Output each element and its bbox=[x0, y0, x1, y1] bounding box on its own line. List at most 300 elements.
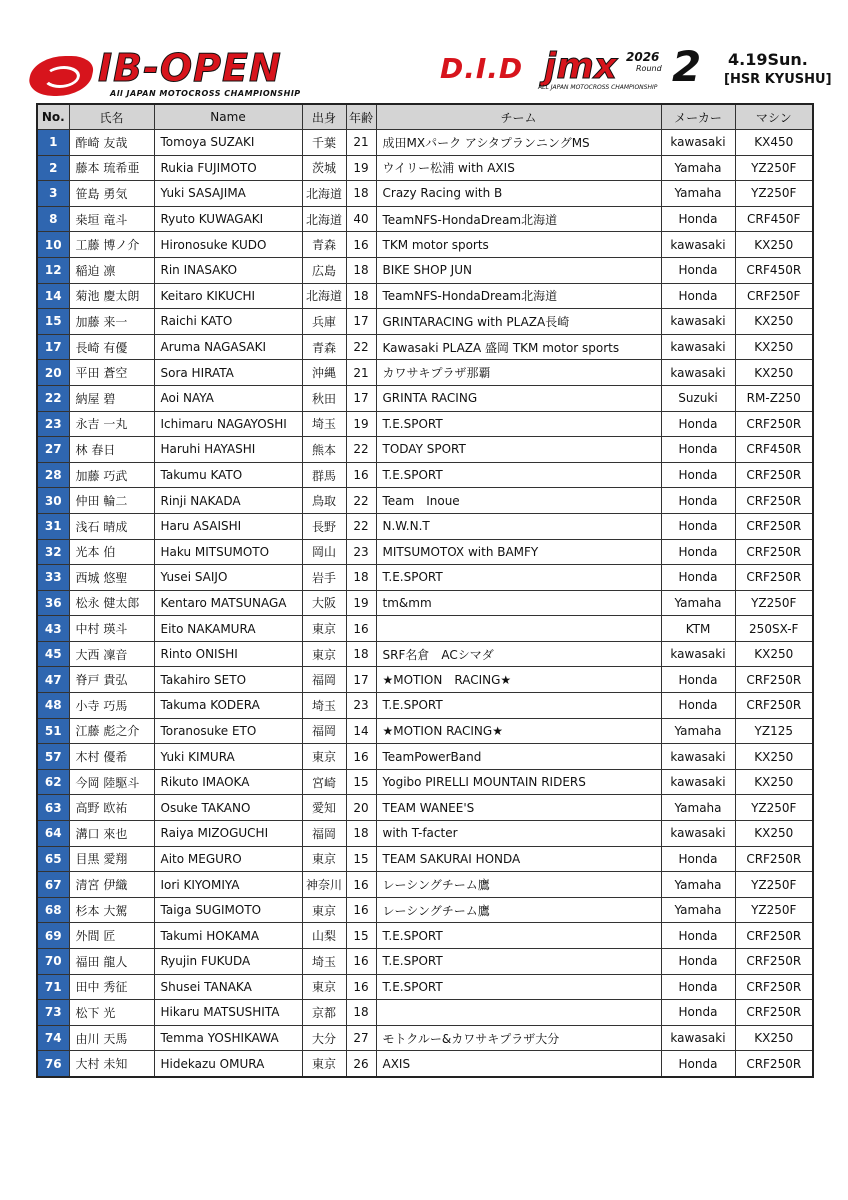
rider-name-ja: 外間 匠 bbox=[69, 923, 154, 949]
rider-name-ja: 清宮 伊織 bbox=[69, 872, 154, 898]
table-row bbox=[37, 744, 813, 770]
round-label: Round bbox=[636, 64, 662, 73]
rider-number: 57 bbox=[37, 744, 69, 770]
rider-number: 67 bbox=[37, 872, 69, 898]
rider-name: Yuki SASAJIMA bbox=[154, 181, 302, 207]
ib-open-logo bbox=[30, 46, 320, 100]
rider-hometown: 兵庫 bbox=[302, 309, 346, 335]
ib-open-subtitle: All JAPAN MOTOCROSS CHAMPIONSHIP bbox=[110, 89, 301, 98]
rider-machine: YZ250F bbox=[735, 795, 813, 821]
col-header-age: 年齢 bbox=[346, 104, 376, 130]
rider-number: 45 bbox=[37, 641, 69, 667]
rider-hometown: 沖縄 bbox=[302, 360, 346, 386]
rider-maker: Honda bbox=[661, 257, 735, 283]
table-row bbox=[37, 257, 813, 283]
table-row bbox=[37, 667, 813, 693]
rider-hometown: 秋田 bbox=[302, 385, 346, 411]
rider-number: 48 bbox=[37, 693, 69, 719]
table-row bbox=[37, 1000, 813, 1026]
rider-team: TEAM WANEE'S bbox=[376, 795, 661, 821]
rider-age: 22 bbox=[346, 513, 376, 539]
table-row bbox=[37, 155, 813, 181]
rider-number: 14 bbox=[37, 283, 69, 309]
rider-age: 18 bbox=[346, 821, 376, 847]
rider-number: 1 bbox=[37, 130, 69, 156]
rider-team: T.E.SPORT bbox=[376, 923, 661, 949]
rider-name-ja: 溝口 來也 bbox=[69, 821, 154, 847]
rider-hometown: 広島 bbox=[302, 257, 346, 283]
col-header-hometown: 出身 bbox=[302, 104, 346, 130]
table-row bbox=[37, 949, 813, 975]
rider-machine: CRF250R bbox=[735, 565, 813, 591]
rider-hometown: 大分 bbox=[302, 1025, 346, 1051]
rider-hometown: 熊本 bbox=[302, 437, 346, 463]
rider-number: 51 bbox=[37, 718, 69, 744]
rider-machine: KX250 bbox=[735, 1025, 813, 1051]
rider-number: 17 bbox=[37, 334, 69, 360]
rider-maker: kawasaki bbox=[661, 769, 735, 795]
rider-hometown: 千葉 bbox=[302, 130, 346, 156]
rider-age: 15 bbox=[346, 923, 376, 949]
rider-hometown: 東京 bbox=[302, 616, 346, 642]
rider-name-ja: 高野 欧祐 bbox=[69, 795, 154, 821]
rider-hometown: 東京 bbox=[302, 846, 346, 872]
rider-name-ja: 脊戸 貴弘 bbox=[69, 667, 154, 693]
rider-age: 27 bbox=[346, 1025, 376, 1051]
rider-hometown: 東京 bbox=[302, 897, 346, 923]
rider-name: Kentaro MATSUNAGA bbox=[154, 590, 302, 616]
rider-name-ja: 松永 健太郎 bbox=[69, 590, 154, 616]
rider-machine: CRF250R bbox=[735, 462, 813, 488]
rider-hometown: 山梨 bbox=[302, 923, 346, 949]
rider-machine: CRF250R bbox=[735, 488, 813, 514]
rider-number: 27 bbox=[37, 437, 69, 463]
table-row bbox=[37, 181, 813, 207]
rider-number: 74 bbox=[37, 1025, 69, 1051]
rider-team: Kawasaki PLAZA 盛岡 TKM motor sports bbox=[376, 334, 661, 360]
rider-age: 15 bbox=[346, 846, 376, 872]
rider-maker: Honda bbox=[661, 974, 735, 1000]
table-row bbox=[37, 872, 813, 898]
rider-number: 31 bbox=[37, 513, 69, 539]
rider-name: Temma YOSHIKAWA bbox=[154, 1025, 302, 1051]
table-row bbox=[37, 616, 813, 642]
rider-team: Yogibo PIRELLI MOUNTAIN RIDERS bbox=[376, 769, 661, 795]
table-row bbox=[37, 718, 813, 744]
rider-number: 65 bbox=[37, 846, 69, 872]
table-row bbox=[37, 693, 813, 719]
rider-machine: RM-Z250 bbox=[735, 385, 813, 411]
table-header-row bbox=[37, 104, 813, 130]
rider-name: Toranosuke ETO bbox=[154, 718, 302, 744]
table-row bbox=[37, 462, 813, 488]
rider-machine: KX250 bbox=[735, 309, 813, 335]
rider-name: Raiya MIZOGUCHI bbox=[154, 821, 302, 847]
rider-hometown: 京都 bbox=[302, 1000, 346, 1026]
rider-team bbox=[376, 616, 661, 642]
rider-age: 17 bbox=[346, 385, 376, 411]
rider-team: N.W.N.T bbox=[376, 513, 661, 539]
did-brand: D.I.D bbox=[440, 52, 524, 85]
rider-name-ja: 長崎 有優 bbox=[69, 334, 154, 360]
rider-name-ja: 大村 未知 bbox=[69, 1051, 154, 1077]
entry-list-table bbox=[36, 103, 814, 1078]
rider-maker: Honda bbox=[661, 488, 735, 514]
rider-hometown: 長野 bbox=[302, 513, 346, 539]
rider-maker: kawasaki bbox=[661, 1025, 735, 1051]
rider-number: 20 bbox=[37, 360, 69, 386]
rider-team: BIKE SHOP JUN bbox=[376, 257, 661, 283]
rider-hometown: 青森 bbox=[302, 334, 346, 360]
table-row bbox=[37, 641, 813, 667]
rider-name: Haku MITSUMOTO bbox=[154, 539, 302, 565]
rider-name: Aoi NAYA bbox=[154, 385, 302, 411]
rider-name-ja: 工藤 博ノ介 bbox=[69, 232, 154, 258]
rider-hometown: 東京 bbox=[302, 1051, 346, 1077]
rider-name: Shusei TANAKA bbox=[154, 974, 302, 1000]
rider-machine: CRF250R bbox=[735, 1051, 813, 1077]
rider-name: Takahiro SETO bbox=[154, 667, 302, 693]
rider-maker: KTM bbox=[661, 616, 735, 642]
col-header-no: No. bbox=[37, 104, 69, 130]
ib-emblem-icon bbox=[26, 56, 97, 96]
rider-hometown: 神奈川 bbox=[302, 872, 346, 898]
rider-maker: Honda bbox=[661, 462, 735, 488]
rider-name-ja: 大西 凜音 bbox=[69, 641, 154, 667]
rider-number: 23 bbox=[37, 411, 69, 437]
jmx-subtitle: ALL JAPAN MOTOCROSS CHAMPIONSHIP bbox=[538, 84, 658, 91]
rider-hometown: 福岡 bbox=[302, 667, 346, 693]
rider-name: Hironosuke KUDO bbox=[154, 232, 302, 258]
rider-team: TEAM SAKURAI HONDA bbox=[376, 846, 661, 872]
rider-age: 18 bbox=[346, 181, 376, 207]
table-row bbox=[37, 437, 813, 463]
col-header-name-ja: 氏名 bbox=[69, 104, 154, 130]
rider-maker: Yamaha bbox=[661, 181, 735, 207]
table-row bbox=[37, 309, 813, 335]
rider-hometown: 青森 bbox=[302, 232, 346, 258]
rider-name-ja: 江藤 彪之介 bbox=[69, 718, 154, 744]
rider-team: TeamPowerBand bbox=[376, 744, 661, 770]
rider-number: 70 bbox=[37, 949, 69, 975]
rider-maker: Honda bbox=[661, 539, 735, 565]
rider-age: 16 bbox=[346, 872, 376, 898]
rider-name-ja: 納屋 碧 bbox=[69, 385, 154, 411]
rider-maker: Honda bbox=[661, 513, 735, 539]
rider-number: 73 bbox=[37, 1000, 69, 1026]
rider-machine: YZ125 bbox=[735, 718, 813, 744]
rider-name-ja: 稲迫 凛 bbox=[69, 257, 154, 283]
rider-number: 22 bbox=[37, 385, 69, 411]
table-row bbox=[37, 565, 813, 591]
rider-age: 19 bbox=[346, 155, 376, 181]
rider-machine: YZ250F bbox=[735, 181, 813, 207]
rider-number: 47 bbox=[37, 667, 69, 693]
rider-age: 17 bbox=[346, 667, 376, 693]
rider-name-ja: 永吉 一丸 bbox=[69, 411, 154, 437]
rider-machine: YZ250F bbox=[735, 590, 813, 616]
rider-name: Rukia FUJIMOTO bbox=[154, 155, 302, 181]
rider-team: with T-facter bbox=[376, 821, 661, 847]
rider-machine: CRF250F bbox=[735, 283, 813, 309]
rider-team: tm&mm bbox=[376, 590, 661, 616]
rider-machine: CRF250R bbox=[735, 949, 813, 975]
rider-name-ja: 平田 蒼空 bbox=[69, 360, 154, 386]
rider-name-ja: 松下 光 bbox=[69, 1000, 154, 1026]
table-row bbox=[37, 360, 813, 386]
rider-hometown: 東京 bbox=[302, 744, 346, 770]
rider-number: 69 bbox=[37, 923, 69, 949]
rider-name-ja: 酢崎 友哉 bbox=[69, 130, 154, 156]
rider-hometown: 福岡 bbox=[302, 718, 346, 744]
rider-machine: KX250 bbox=[735, 821, 813, 847]
table-row bbox=[37, 539, 813, 565]
rider-age: 17 bbox=[346, 309, 376, 335]
rider-age: 18 bbox=[346, 565, 376, 591]
rider-machine: CRF450F bbox=[735, 206, 813, 232]
rider-name: Iori KIYOMIYA bbox=[154, 872, 302, 898]
rider-name-ja: 加藤 巧武 bbox=[69, 462, 154, 488]
rider-age: 26 bbox=[346, 1051, 376, 1077]
rider-team: T.E.SPORT bbox=[376, 693, 661, 719]
rider-hometown: 鳥取 bbox=[302, 488, 346, 514]
rider-name-ja: 林 春日 bbox=[69, 437, 154, 463]
rider-name: Aruma NAGASAKI bbox=[154, 334, 302, 360]
rider-maker: Yamaha bbox=[661, 872, 735, 898]
rider-age: 14 bbox=[346, 718, 376, 744]
rider-hometown: 東京 bbox=[302, 974, 346, 1000]
rider-maker: Honda bbox=[661, 1000, 735, 1026]
rider-name: Osuke TAKANO bbox=[154, 795, 302, 821]
rider-maker: Honda bbox=[661, 949, 735, 975]
rider-age: 16 bbox=[346, 897, 376, 923]
rider-machine: YZ250F bbox=[735, 155, 813, 181]
rider-number: 63 bbox=[37, 795, 69, 821]
table-row bbox=[37, 206, 813, 232]
rider-age: 20 bbox=[346, 795, 376, 821]
rider-team: AXIS bbox=[376, 1051, 661, 1077]
rider-name: Takumu KATO bbox=[154, 462, 302, 488]
jmx-logo bbox=[440, 42, 832, 98]
ib-open-title: IB-OPEN bbox=[98, 46, 282, 90]
rider-age: 18 bbox=[346, 1000, 376, 1026]
table-row bbox=[37, 232, 813, 258]
rider-hometown: 茨城 bbox=[302, 155, 346, 181]
rider-number: 62 bbox=[37, 769, 69, 795]
rider-hometown: 福岡 bbox=[302, 821, 346, 847]
rider-team: SRF名倉 ACシマダ bbox=[376, 641, 661, 667]
rider-machine: CRF250R bbox=[735, 846, 813, 872]
rider-name-ja: 西城 悠聖 bbox=[69, 565, 154, 591]
rider-number: 30 bbox=[37, 488, 69, 514]
rider-maker: kawasaki bbox=[661, 232, 735, 258]
rider-age: 22 bbox=[346, 334, 376, 360]
rider-age: 16 bbox=[346, 974, 376, 1000]
rider-maker: kawasaki bbox=[661, 821, 735, 847]
rider-team: TODAY SPORT bbox=[376, 437, 661, 463]
rider-number: 2 bbox=[37, 155, 69, 181]
table-row bbox=[37, 923, 813, 949]
rider-maker: Honda bbox=[661, 846, 735, 872]
rider-name: Yusei SAIJO bbox=[154, 565, 302, 591]
rider-name: Ryujin FUKUDA bbox=[154, 949, 302, 975]
rider-name: Eito NAKAMURA bbox=[154, 616, 302, 642]
rider-machine: CRF250R bbox=[735, 411, 813, 437]
table-row bbox=[37, 769, 813, 795]
rider-number: 8 bbox=[37, 206, 69, 232]
rider-name-ja: 藤本 琉希亜 bbox=[69, 155, 154, 181]
rider-team bbox=[376, 1000, 661, 1026]
rider-team: MITSUMOTOX with BAMFY bbox=[376, 539, 661, 565]
table-row bbox=[37, 513, 813, 539]
rider-maker: Honda bbox=[661, 411, 735, 437]
rider-number: 32 bbox=[37, 539, 69, 565]
rider-hometown: 愛知 bbox=[302, 795, 346, 821]
rider-machine: CRF250R bbox=[735, 513, 813, 539]
rider-number: 64 bbox=[37, 821, 69, 847]
table-row bbox=[37, 974, 813, 1000]
rider-name: Hidekazu OMURA bbox=[154, 1051, 302, 1077]
rider-number: 68 bbox=[37, 897, 69, 923]
rider-name-ja: 光本 伯 bbox=[69, 539, 154, 565]
rider-name-ja: 桒垣 竜斗 bbox=[69, 206, 154, 232]
rider-maker: Yamaha bbox=[661, 718, 735, 744]
event-date: 4.19Sun. bbox=[728, 50, 808, 69]
rider-hometown: 宮崎 bbox=[302, 769, 346, 795]
rider-number: 15 bbox=[37, 309, 69, 335]
rider-machine: KX250 bbox=[735, 232, 813, 258]
rider-name: Rikuto IMAOKA bbox=[154, 769, 302, 795]
rider-team: T.E.SPORT bbox=[376, 565, 661, 591]
rider-maker: kawasaki bbox=[661, 360, 735, 386]
rider-machine: CRF250R bbox=[735, 693, 813, 719]
rider-age: 21 bbox=[346, 360, 376, 386]
table-row bbox=[37, 846, 813, 872]
rider-name: Haruhi HAYASHI bbox=[154, 437, 302, 463]
rider-age: 16 bbox=[346, 232, 376, 258]
rider-team: GRINTA RACING bbox=[376, 385, 661, 411]
rider-hometown: 東京 bbox=[302, 641, 346, 667]
rider-machine: YZ250F bbox=[735, 872, 813, 898]
rider-hometown: 埼玉 bbox=[302, 411, 346, 437]
rider-maker: kawasaki bbox=[661, 744, 735, 770]
rider-name-ja: 杉本 大駕 bbox=[69, 897, 154, 923]
rider-age: 22 bbox=[346, 437, 376, 463]
rider-machine: KX450 bbox=[735, 130, 813, 156]
rider-age: 23 bbox=[346, 539, 376, 565]
rider-name-ja: 加藤 来一 bbox=[69, 309, 154, 335]
rider-name: Rinto ONISHI bbox=[154, 641, 302, 667]
rider-name-ja: 中村 瑛斗 bbox=[69, 616, 154, 642]
rider-name: Sora HIRATA bbox=[154, 360, 302, 386]
rider-maker: Suzuki bbox=[661, 385, 735, 411]
rider-name-ja: 目黒 愛翔 bbox=[69, 846, 154, 872]
rider-name-ja: 木村 優希 bbox=[69, 744, 154, 770]
rider-name-ja: 今岡 陸駆斗 bbox=[69, 769, 154, 795]
rider-maker: Honda bbox=[661, 1051, 735, 1077]
rider-maker: kawasaki bbox=[661, 130, 735, 156]
table-row bbox=[37, 488, 813, 514]
rider-hometown: 北海道 bbox=[302, 181, 346, 207]
rider-name: Rin INASAKO bbox=[154, 257, 302, 283]
rider-machine: YZ250F bbox=[735, 897, 813, 923]
rider-machine: KX250 bbox=[735, 769, 813, 795]
rider-name: Rinji NAKADA bbox=[154, 488, 302, 514]
rider-machine: CRF250R bbox=[735, 667, 813, 693]
rider-maker: kawasaki bbox=[661, 641, 735, 667]
table-row bbox=[37, 897, 813, 923]
rider-age: 18 bbox=[346, 641, 376, 667]
rider-name: Raichi KATO bbox=[154, 309, 302, 335]
rider-maker: Yamaha bbox=[661, 155, 735, 181]
rider-hometown: 北海道 bbox=[302, 283, 346, 309]
rider-name-ja: 田中 秀征 bbox=[69, 974, 154, 1000]
rider-team: GRINTARACING with PLAZA長崎 bbox=[376, 309, 661, 335]
rider-machine: CRF450R bbox=[735, 257, 813, 283]
rider-team: T.E.SPORT bbox=[376, 462, 661, 488]
rider-number: 36 bbox=[37, 590, 69, 616]
rider-maker: Honda bbox=[661, 693, 735, 719]
rider-maker: Honda bbox=[661, 923, 735, 949]
rider-hometown: 北海道 bbox=[302, 206, 346, 232]
rider-age: 21 bbox=[346, 130, 376, 156]
col-header-maker: メーカー bbox=[661, 104, 735, 130]
rider-machine: CRF250R bbox=[735, 974, 813, 1000]
rider-maker: Yamaha bbox=[661, 590, 735, 616]
rider-machine: CRF450R bbox=[735, 437, 813, 463]
rider-number: 3 bbox=[37, 181, 69, 207]
rider-team: Team Inoue bbox=[376, 488, 661, 514]
rider-maker: kawasaki bbox=[661, 334, 735, 360]
round-number: 2 bbox=[672, 42, 702, 91]
rider-maker: Honda bbox=[661, 283, 735, 309]
table-row bbox=[37, 795, 813, 821]
rider-team: ウイリー松浦 with AXIS bbox=[376, 155, 661, 181]
rider-hometown: 群馬 bbox=[302, 462, 346, 488]
rider-name-ja: 福田 龍人 bbox=[69, 949, 154, 975]
rider-hometown: 埼玉 bbox=[302, 949, 346, 975]
rider-machine: KX250 bbox=[735, 360, 813, 386]
rider-age: 18 bbox=[346, 283, 376, 309]
rider-number: 76 bbox=[37, 1051, 69, 1077]
table-row bbox=[37, 283, 813, 309]
rider-number: 28 bbox=[37, 462, 69, 488]
table-row bbox=[37, 130, 813, 156]
rider-number: 71 bbox=[37, 974, 69, 1000]
rider-name-ja: 由川 天馬 bbox=[69, 1025, 154, 1051]
page-header bbox=[0, 0, 848, 100]
rider-number: 33 bbox=[37, 565, 69, 591]
rider-team: TKM motor sports bbox=[376, 232, 661, 258]
rider-age: 16 bbox=[346, 949, 376, 975]
rider-team: TeamNFS-HondaDream北海道 bbox=[376, 283, 661, 309]
rider-name: Aito MEGURO bbox=[154, 846, 302, 872]
rider-maker: Yamaha bbox=[661, 897, 735, 923]
rider-hometown: 岩手 bbox=[302, 565, 346, 591]
rider-age: 19 bbox=[346, 590, 376, 616]
rider-hometown: 埼玉 bbox=[302, 693, 346, 719]
col-header-team: チーム bbox=[376, 104, 661, 130]
rider-number: 12 bbox=[37, 257, 69, 283]
rider-maker: Yamaha bbox=[661, 795, 735, 821]
rider-team: レーシングチーム鷹 bbox=[376, 872, 661, 898]
rider-name-ja: 仲田 輪二 bbox=[69, 488, 154, 514]
rider-age: 16 bbox=[346, 462, 376, 488]
rider-machine: KX250 bbox=[735, 744, 813, 770]
rider-team: レーシングチーム鷹 bbox=[376, 897, 661, 923]
rider-name: Ichimaru NAGAYOSHI bbox=[154, 411, 302, 437]
rider-maker: Honda bbox=[661, 565, 735, 591]
